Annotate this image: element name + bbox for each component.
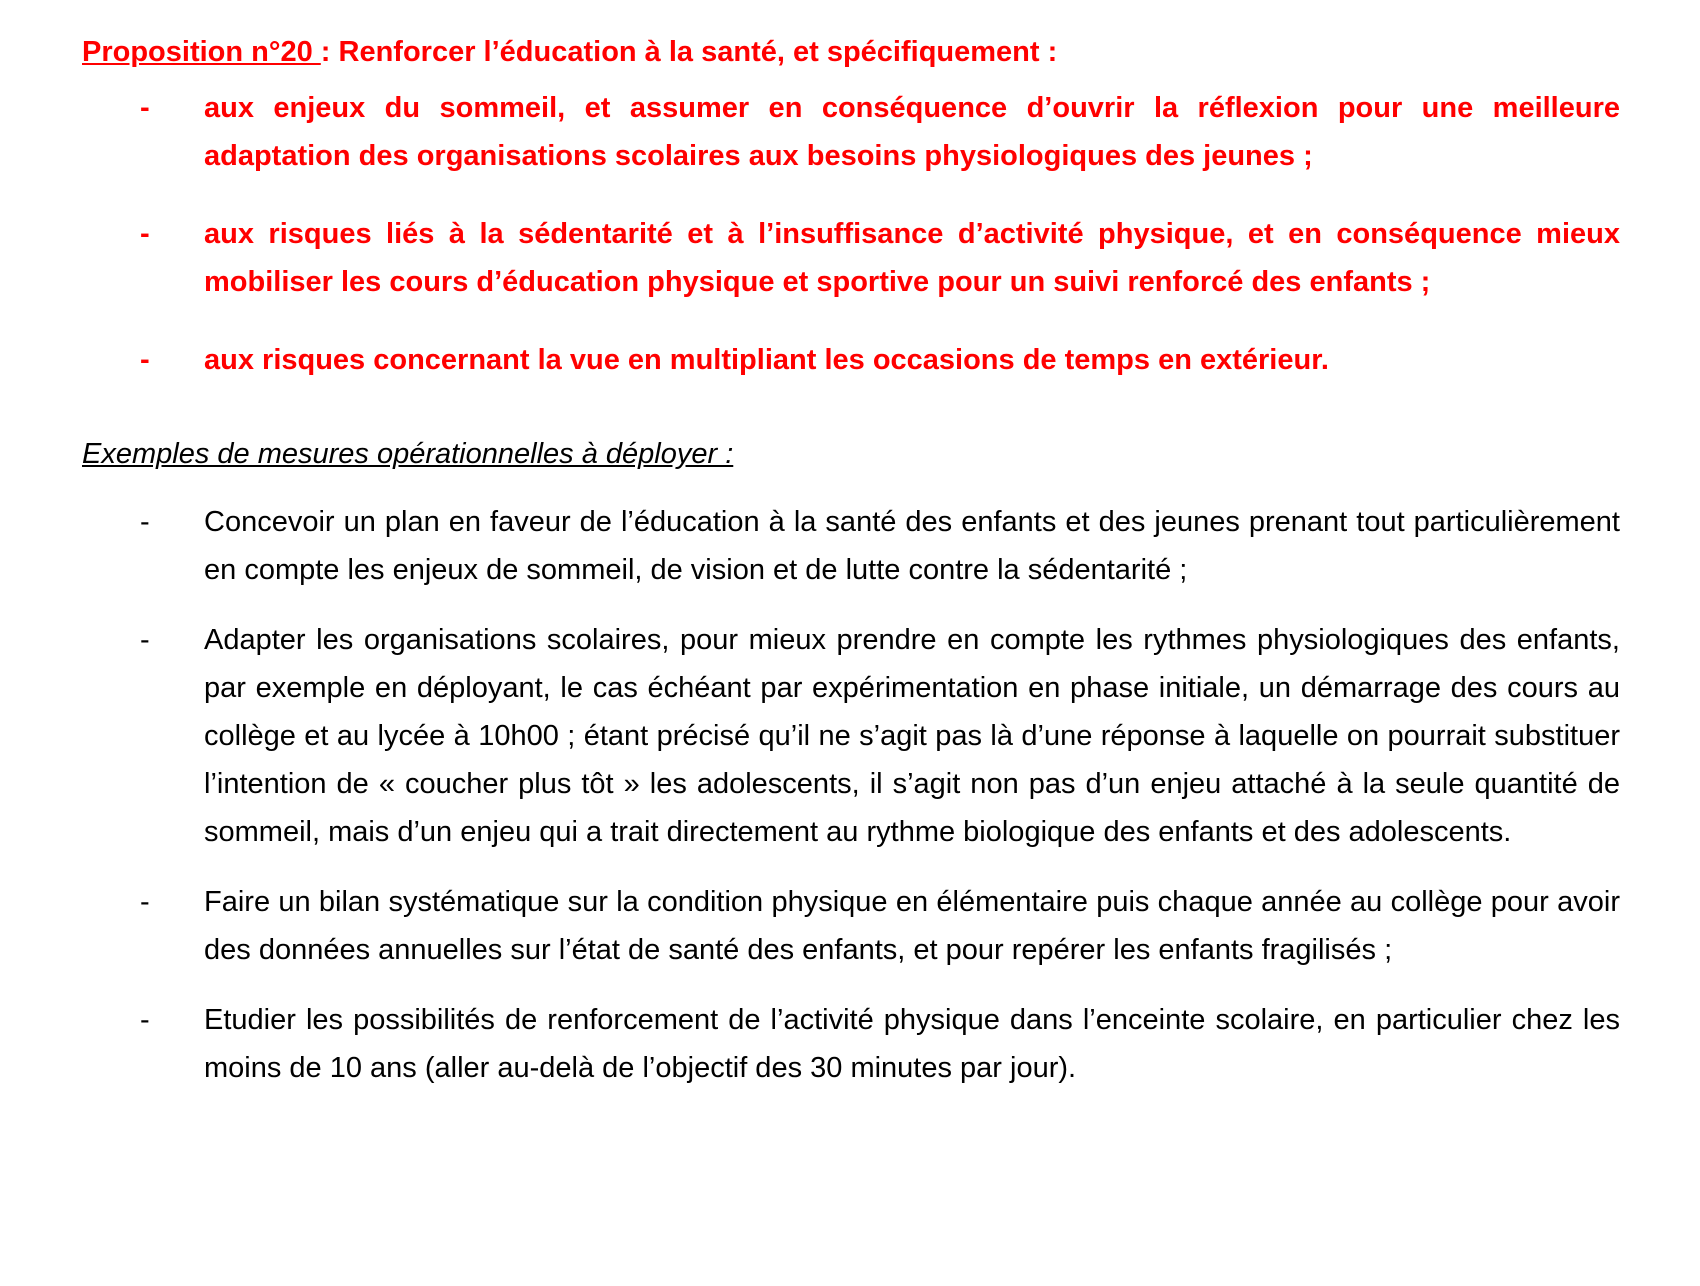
example-list-item: [82, 996, 1620, 1092]
document-page: [82, 30, 1620, 1092]
example-list-item: [82, 498, 1620, 594]
example-list-item: [82, 616, 1620, 856]
example-list-item-text: Adapter les organisations scolaires, pour mieux prendre en compte les rythmes physiologiques des enfants, par exemple en déployant, le cas échéant par expérimentation en phase initiale, un démarrage des cours au collège et au lycée à 10h00 ; étant précisé qu’il ne s’agit pas là d’une réponse à laquelle on pourrait substituer l’intention de « coucher plus tôt » les adolescents, il s’agit non pas d’un enjeu attaché à la seule quantité de sommeil, mais d’un enjeu qui a trait directement au rythme biologique des enfants et des adolescents.: [204, 624, 1620, 848]
red-list-item: [82, 210, 1620, 306]
dash-bullet: -: [140, 1004, 150, 1036]
red-list-item: [82, 84, 1620, 180]
proposition-text: : Renforcer l’éducation à la santé, et spécifiquement :: [320, 36, 1058, 68]
dash-bullet: -: [140, 506, 150, 538]
proposition-heading: [82, 30, 1620, 74]
example-list-item-text: Etudier les possibilités de renforcement de l’activité physique dans l’enceinte scolaire, en particulier chez les moins de 10 ans (aller au-delà de l’objectif des 30 minutes par jour).: [204, 1004, 1620, 1084]
red-list-item: [82, 336, 1620, 384]
dash-bullet: -: [140, 218, 150, 250]
dash-bullet: -: [140, 344, 150, 376]
example-list-item: [82, 878, 1620, 974]
example-list-item-text: Faire un bilan systématique sur la condition physique en élémentaire puis chaque année au collège pour avoir des données annuelles sur l’état de santé des enfants, et pour repérer les enfants fragilisés ;: [204, 886, 1620, 966]
example-list-item-text: Concevoir un plan en faveur de l’éducation à la santé des enfants et des jeunes prenant tout particulièrement en compte les enjeux de sommeil, de vision et de lutte contre la sédentarité ;: [204, 506, 1620, 586]
dash-bullet: -: [140, 624, 150, 656]
red-list-item-text: aux risques concernant la vue en multipliant les occasions de temps en extérieur.: [204, 344, 1329, 376]
red-list-item-text: aux risques liés à la sédentarité et à l’insuffisance d’activité physique, et en conséquence mieux mobiliser les cours d’éducation physique et sportive pour un suivi renforcé des enfants ;: [204, 218, 1620, 298]
proposition-label: Proposition n°20: [82, 36, 321, 68]
dash-bullet: -: [140, 92, 150, 124]
examples-bullet-list: [82, 498, 1620, 1092]
dash-bullet: -: [140, 886, 150, 918]
red-bullet-list: [82, 84, 1620, 384]
red-list-item-text: aux enjeux du sommeil, et assumer en conséquence d’ouvrir la réflexion pour une meilleure adaptation des organisations scolaires aux besoins physiologiques des jeunes ;: [204, 92, 1620, 172]
examples-heading: Exemples de mesures opérationnelles à déployer :: [82, 438, 734, 470]
